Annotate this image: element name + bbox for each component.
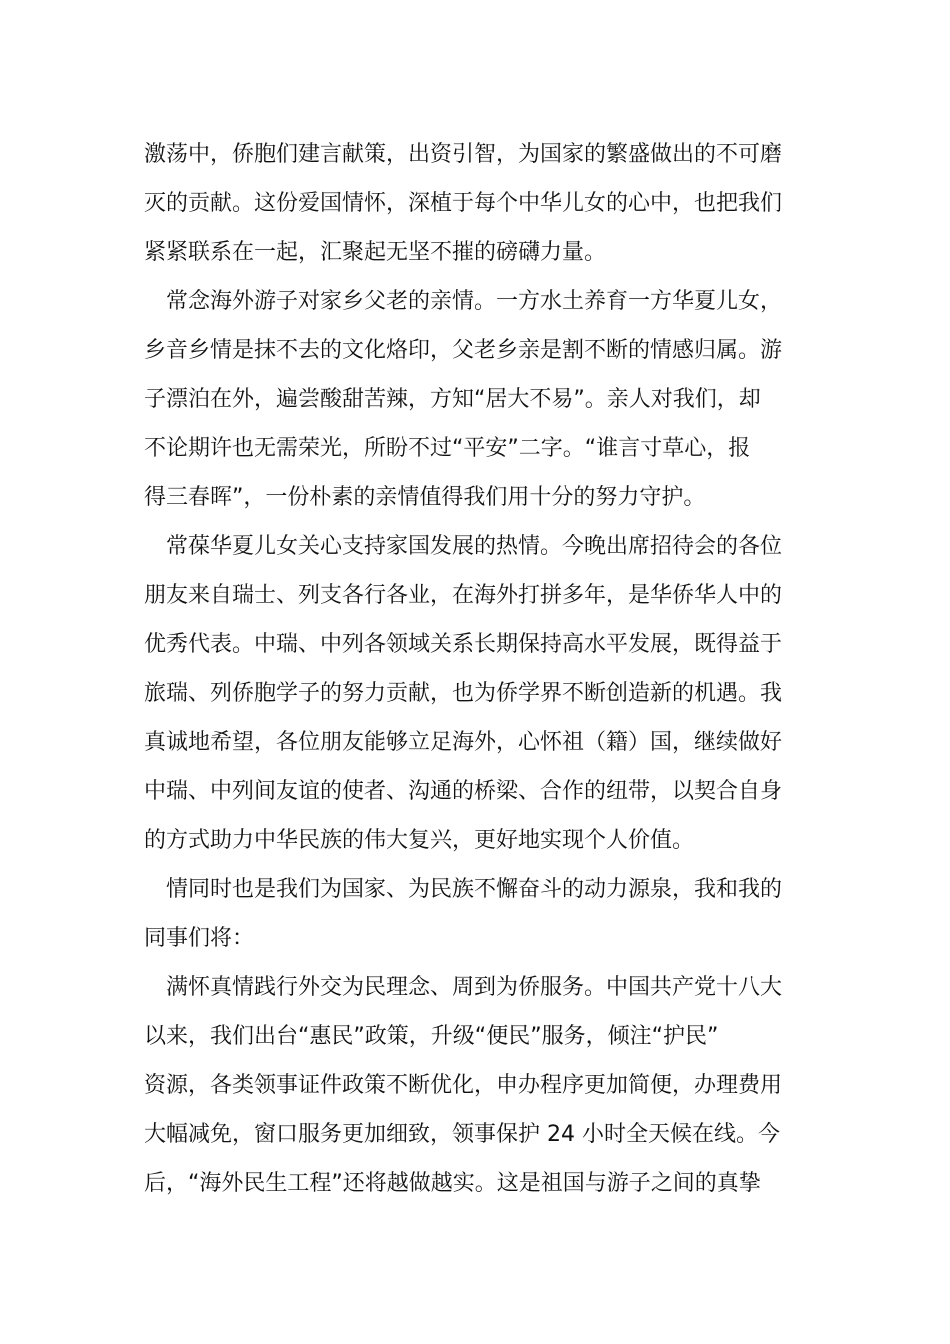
text-line: 优秀代表。中瑞、中列各领域关系长期保持高水平发展，既得益于 <box>144 632 783 657</box>
text-line: 常葆华夏儿女关心支持家国发展的热情。今晚出席招待会的各位 <box>144 534 783 559</box>
text-line: 不论期许也无需荣光，所盼不过“平安”二字。“谁言寸草心，报 <box>144 436 751 461</box>
text-line: 激荡中，侨胞们建言献策，出资引智，为国家的繁盛做出的不可磨 <box>144 142 783 167</box>
text-line: 乡音乡情是抹不去的文化烙印，父老乡亲是割不断的情感归属。游 <box>144 338 783 363</box>
text-line: 以来，我们出台“惠民”政策，升级“便民”服务，倾注“护民” <box>144 1024 719 1049</box>
text-line: 资源，各类领事证件政策不断优化，申办程序更加简便，办理费用 <box>144 1073 783 1098</box>
text-line: 后，“海外民生工程”还将越做越实。这是祖国与游子之间的真挚 <box>144 1171 761 1196</box>
text-line: 子漂泊在外，遍尝酸甜苦辣，方知“居大不易”。亲人对我们，却 <box>144 387 761 412</box>
text-line: 真诚地希望，各位朋友能够立足海外，心怀祖（籍）国，继续做好 <box>144 730 783 755</box>
text-line: 紧紧联系在一起，汇聚起无坚不摧的磅礴力量。 <box>144 240 607 265</box>
text-line: 灭的贡献。这份爱国情怀，深植于每个中华儿女的心中，也把我们 <box>144 191 783 216</box>
text-line: 旅瑞、列侨胞学子的努力贡献，也为侨学界不断创造新的机遇。我 <box>144 681 783 706</box>
text-line: 情同时也是我们为国家、为民族不懈奋斗的动力源泉，我和我的 <box>144 877 783 902</box>
text-line: 满怀真情践行外交为民理念、周到为侨服务。中国共产党十八大 <box>144 975 783 1000</box>
text-line: 大幅减免，窗口服务更加细致，领事保护 24 小时全天候在线。今 <box>144 1122 780 1147</box>
text-line: 常念海外游子对家乡父老的亲情。一方水土养育一方华夏儿女， <box>144 289 783 314</box>
text-line: 得三春晖”，一份朴素的亲情值得我们用十分的努力守护。 <box>144 485 706 510</box>
text-line: 朋友来自瑞士、列支各行各业，在海外打拼多年，是华侨华人中的 <box>144 583 783 608</box>
text-line: 中瑞、中列间友谊的使者、沟通的桥梁、合作的纽带，以契合自身 <box>144 779 783 804</box>
text-line: 同事们将： <box>144 926 255 951</box>
body-text <box>144 130 806 1208</box>
text-line: 的方式助力中华民族的伟大复兴，更好地实现个人价值。 <box>144 828 695 853</box>
